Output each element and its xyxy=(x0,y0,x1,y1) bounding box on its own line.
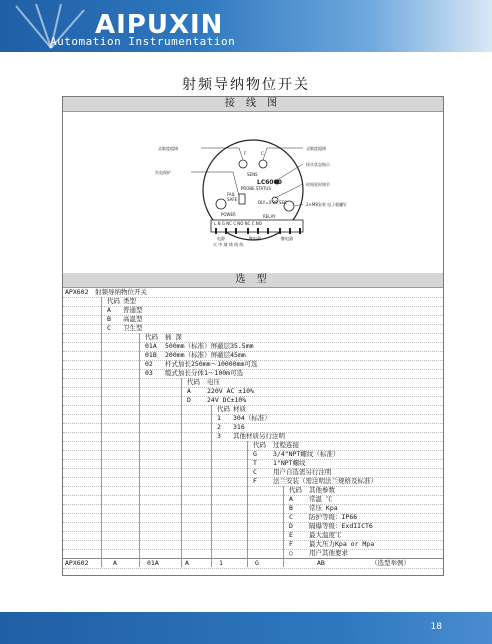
selection-divider xyxy=(211,405,212,567)
selection-desc: 法兰安装（需注明法兰规格及标准） xyxy=(273,477,377,485)
selection-example-row xyxy=(63,558,443,569)
example-cell: A xyxy=(185,559,189,567)
selection-code: 代码 xyxy=(253,441,266,449)
page-title: 射频导纳物位开关 xyxy=(182,77,310,93)
example-cell: AB xyxy=(317,559,325,567)
callout-right-delay: 时间延时调节 xyxy=(306,182,330,187)
label-sens: SENS xyxy=(247,172,258,177)
label-b1: 电源 xyxy=(217,236,225,241)
selection-code: APX602 xyxy=(65,288,89,296)
selection-desc: 用户其他要求 xyxy=(309,549,348,557)
label-b2: 继电器 xyxy=(249,236,261,241)
wiring-heading: 接 线 图 xyxy=(63,97,443,112)
label-b3: 继电器 xyxy=(281,236,293,241)
label-model: LC6000 xyxy=(257,179,282,186)
selection-code: 代码 xyxy=(217,405,230,413)
selection-desc: 用户自选需另行注明 xyxy=(273,468,332,476)
selection-desc: 缆式加长分体1～100m可选 xyxy=(165,369,244,377)
selection-desc: 普通型 xyxy=(123,306,143,314)
example-cell: （选型举例） xyxy=(371,559,410,567)
label-b1s: 火 中 地 线 线 线 xyxy=(213,242,244,247)
selection-desc: 射频导纳物位开关 xyxy=(95,288,147,296)
selection-code: A xyxy=(107,306,111,314)
selection-code: ○ xyxy=(289,549,293,557)
selection-code: B xyxy=(289,504,293,512)
label-f: F xyxy=(244,151,247,156)
selection-code: 3 xyxy=(217,432,221,440)
selection-code: 代码 xyxy=(289,486,302,494)
content-frame xyxy=(62,96,444,576)
label-c: C xyxy=(261,151,264,156)
selection-code: G xyxy=(253,450,257,458)
label-fail: FAIL xyxy=(227,192,236,197)
selection-divider xyxy=(283,486,284,567)
label-terms: L N G NC C NO NC C NO xyxy=(214,221,262,226)
selection-code: C xyxy=(289,513,293,521)
callout-right-top: 灵敏度粗调 xyxy=(306,146,326,151)
selection-desc: 304（标准） xyxy=(233,414,271,422)
selection-divider xyxy=(101,297,102,567)
selection-desc: 316 xyxy=(233,423,245,431)
label-relay: RELAY xyxy=(263,214,276,219)
selection-code: 01A xyxy=(145,342,157,350)
selection-code: 03 xyxy=(145,369,153,377)
selection-desc: 220V AC ±10% xyxy=(207,387,254,395)
selection-code: A xyxy=(289,495,293,503)
label-probe: PROBE STATUS xyxy=(241,186,271,191)
wiring-diagram xyxy=(63,112,443,272)
selection-code: C xyxy=(107,324,111,332)
selection-code: F xyxy=(253,477,257,485)
selection-desc: 杆式加长250mm～10000mm可选 xyxy=(165,360,258,368)
example-cell: 01A xyxy=(147,559,159,567)
brand-name: AIPUXIN xyxy=(95,10,224,40)
selection-code: C xyxy=(253,468,257,476)
selection-desc: 常温 ℃ xyxy=(309,495,333,503)
selection-code: 01B xyxy=(145,351,157,359)
label-power: POWER xyxy=(221,212,236,217)
callout-right-bottom: 2×M8安装 电子板螺钉 xyxy=(306,202,348,207)
selection-desc: 类型 xyxy=(123,297,136,305)
selection-code: D xyxy=(289,522,293,530)
selection-code: B xyxy=(107,315,111,323)
callout-left-top: 灵敏度粗调 xyxy=(158,146,178,151)
selection-desc: 其他参数 xyxy=(309,486,335,494)
header-banner xyxy=(0,0,492,52)
page-number: 18 xyxy=(430,622,442,632)
selection-code: 代码 xyxy=(107,297,120,305)
selection-divider xyxy=(247,441,248,567)
selection-desc: 卫生型 xyxy=(123,324,143,332)
selection-code: E xyxy=(289,531,293,539)
selection-code: A xyxy=(187,387,191,395)
selection-divider xyxy=(181,378,182,567)
selection-desc: 其他材质另行注明 xyxy=(233,432,285,440)
selection-desc: 过程连接 xyxy=(273,441,299,449)
callout-right-mid: 探头状态指示 xyxy=(306,162,330,167)
selection-desc: 24V DC±10% xyxy=(207,396,247,404)
selection-code: D xyxy=(187,396,191,404)
selection-desc: 插 深 xyxy=(165,333,182,341)
selection-code: 02 xyxy=(145,360,153,368)
selection-desc: 3/4"NPT螺纹（标准） xyxy=(273,450,340,458)
selection-desc: 防护等级：IP66 xyxy=(309,513,358,521)
selection-desc: 200mm（标准）屏蔽层45mm xyxy=(165,351,246,359)
selection-desc: 高温型 xyxy=(123,315,143,323)
selection-code: 1 xyxy=(217,414,221,422)
example-cell: A xyxy=(113,559,117,567)
selection-code: T xyxy=(253,459,257,467)
label-safe: SAFE xyxy=(227,197,238,202)
callout-left-mid: 失电保护 xyxy=(155,170,171,175)
selection-desc: 最大温度℃ xyxy=(309,531,342,539)
selection-desc: 500mm（标准）屏蔽层35.5mm xyxy=(165,342,254,350)
brand-tagline: Automation Instrumentation xyxy=(50,35,236,48)
selection-desc: 常压 Kpa xyxy=(309,504,338,512)
selection-code: 代码 xyxy=(187,378,200,386)
footer-banner xyxy=(0,612,492,644)
selection-desc: 电压 xyxy=(207,378,220,386)
selection-desc: 隔爆等级：ExdIICT6 xyxy=(309,522,373,530)
selection-desc: 1"NPT螺纹 xyxy=(273,459,306,467)
selection-desc: 最大压力Kpa or Mpa xyxy=(309,540,375,548)
example-cell: G xyxy=(255,559,259,567)
selection-code: F xyxy=(289,540,293,548)
example-cell: APX602 xyxy=(65,559,89,567)
selection-code: 2 xyxy=(217,423,221,431)
selection-divider xyxy=(139,333,140,567)
selection-desc: 材质 xyxy=(233,405,246,413)
selection-code: 代码 xyxy=(145,333,158,341)
example-cell: 1 xyxy=(219,559,223,567)
label-dly: DLY=0-30 SEC xyxy=(258,200,287,205)
selection-heading: 选 型 xyxy=(63,273,443,288)
